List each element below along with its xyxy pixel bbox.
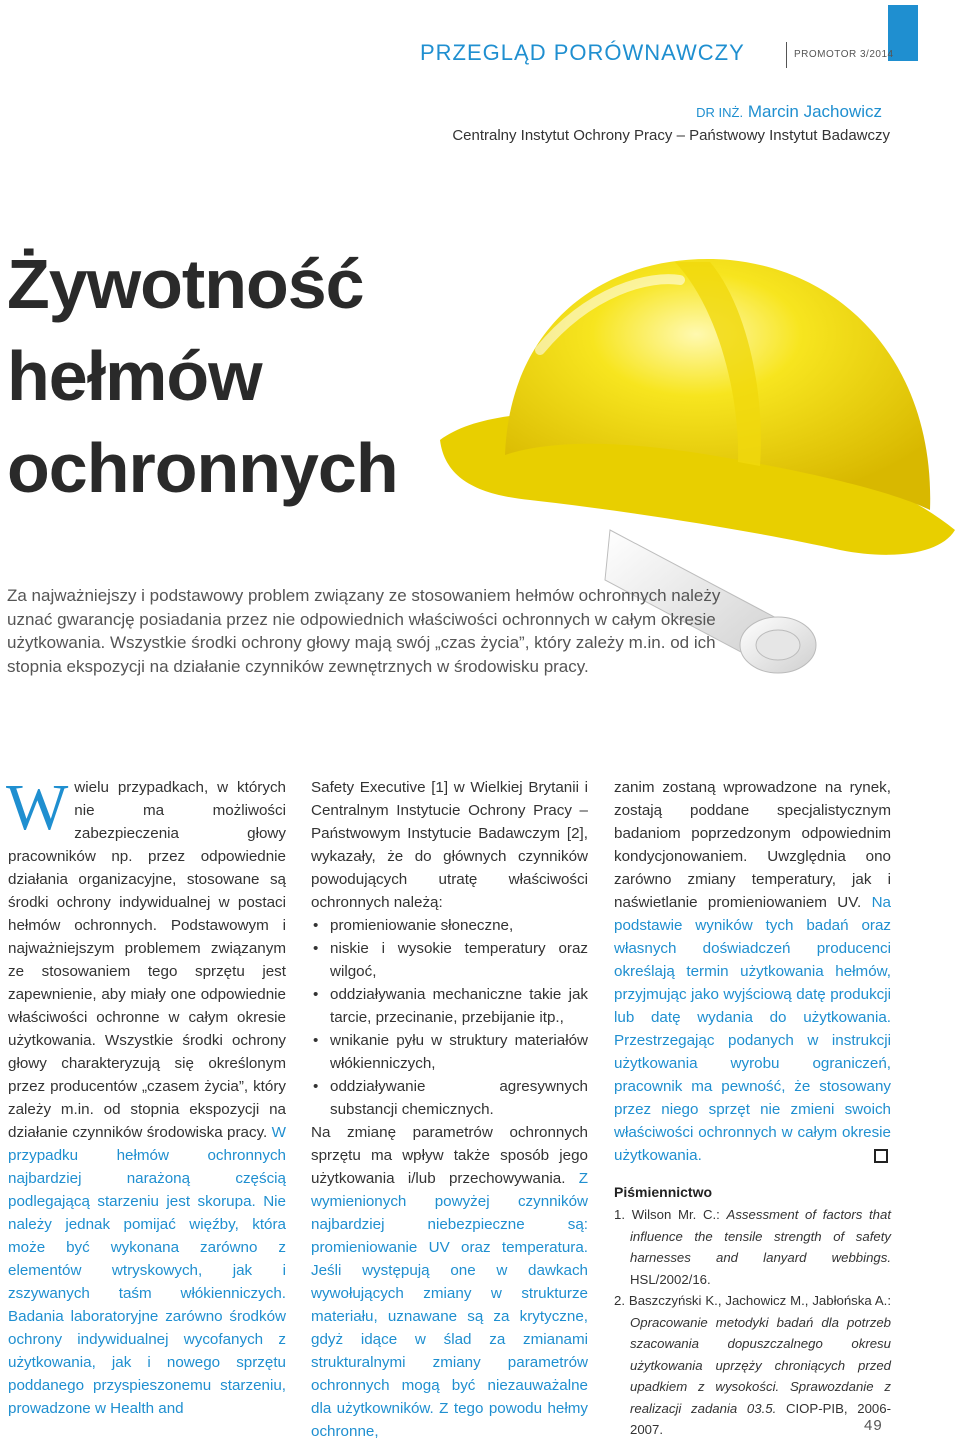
body-paragraph-highlight: W przypadku hełmów ochronnych najbardziej narażoną częścią podlegającą starzeniu jest skorupa. [8,1124,286,1210]
issue-label: PROMOTOR 3/2014 [794,49,894,60]
list-item: • oddziaływania mechaniczne takie jak tarcie, przecinanie, przebijanie itp., [311,983,588,1029]
article-title [7,238,398,514]
author-name: Marcin Jachowicz [747,102,882,121]
body-paragraph [311,1121,588,1443]
end-of-article-icon [874,1149,888,1163]
author-prefix: DR INŻ. [696,105,744,120]
list-item: • oddziaływanie agresywnych substancji chemicznych. [311,1075,588,1121]
header-divider [786,42,787,68]
body-paragraph-highlight: Badania laboratoryjne zarówno środków ochrony indywidualnej wycofanych z użytkowania, jak i nowego sprzętu poddanego przyspieszonemu starzeniu, prowadzone w Health and [8,1308,286,1417]
list-item: • promieniowanie słoneczne, [311,914,588,937]
title-line-3: ochronnych [7,429,398,507]
body-paragraph: Safety Executive [1] w Wielkiej Brytanii i Centralnym Instytucie Ochrony Pracy – Państwowym Instytucie Badawczym [2], wykazały, że do głównych czynników powodujących utratę właściwości ochronnych należą: [311,779,588,911]
author-affiliation: Centralny Instytut Ochrony Pracy – Państwowy Instytut Badawczy [452,127,890,144]
reference-item [614,1290,891,1441]
title-line-2: hełmów [7,337,262,415]
body-paragraph-text: Na zmianę parametrów ochronnych sprzętu ma wpływ także sposób jego użytkowania i/lub przechowywania. [311,1124,588,1187]
reference-title: Assessment of factors that influence the tensile strength of safety harnesses and lanyard webbings. [630,1207,892,1265]
body-paragraph-highlight: Z wymienionych powyżej czynników najbardziej niebezpieczne są: promieniowanie UV oraz temperatura. Jeśli występują one w dawkach wywołujących zmiany w strukturze materiału, uznawane są za krytyczne, gdyż idące w ślad za zmianami strukturalnymi zmiany parametrów ochronnych mogą być niezauważalne dla użytkowników. Z tego powodu hełmy ochronne, [311,1170,588,1440]
body-paragraph-highlight: Przestrzegając podanych w instrukcji użytkowania wyrobu ograniczeń, pracownik ma pewność, że stosowany przez niego sprzęt nie zmieni swoich właściwości ochronnych w całym okresie użytkowania. [614,1032,891,1164]
section-title: PRZEGLĄD PORÓWNAWCZY [420,40,745,65]
list-item: • wnikanie pyłu w struktury materiałów włókienniczych, [311,1029,588,1075]
body-column-3 [614,776,891,1441]
page-number: 49 [864,1417,883,1434]
references-heading: Piśmiennictwo [614,1184,713,1200]
body-paragraph-text: zanim zostaną wprowadzone na rynek, zostają poddane specjalistycznym badaniom poprzedzonym odpowiednim kondycjonowaniem. Uwzględnia ono zarówno zmiany temperatury, jak i naświetlanie promieniowaniem UV. [614,779,891,911]
reference-authors: Baszczyński K., Jachowicz M., Jabłońska A.: [628,1293,891,1308]
body-paragraph: wielu przypadkach, w których nie ma możliwości zabezpieczenia głowy pracowników np. przez odpowiednie działania organizacyjne, stosowane są środki ochrony indywidualnej w postaci hełmów ochronnych. [8,779,286,934]
body-column-1 [6,771,286,1420]
reference-number: 1. [614,1207,625,1222]
list-item: • niskie i wysokie temperatury oraz wilgoć, [311,937,588,983]
reference-number: 2. [614,1293,625,1308]
body-paragraph-highlight: Na podstawie wyników tych badań oraz własnych doświadczeń producenci określają termin użytkowania hełmów, przyjmując jako wyjściową datę produkcji lub datę wydania do użytkowania. [614,894,891,1026]
body-paragraph-highlight: Nie należy jednak pomijać więźby, która może być wykonana zarówno z elementów wtryskowych, jak i zszywanych taśm włókienniczych. [8,1193,286,1302]
drop-cap: W [6,771,69,844]
title-line-1: Żywotność [7,245,364,323]
reference-item [614,1204,891,1290]
body-paragraph: Podstawowym i najważniejszym problemem związanym ze stosowaniem tego sprzętu jest zapewnienie, aby miały one odpowiednie właściwości ochronne w całym okresie użytkowania. Wszystkie środki ochrony głowy charakteryzują się określonym przez producentów „czasem życia”, który zależy m.in. od stopnia ekspozycji na działanie czynników środowiska pracy. [8,917,286,1141]
factors-list [311,914,588,1121]
body-paragraph [614,776,891,1167]
body-column-2 [311,776,588,1443]
author-line [696,102,882,122]
reference-authors: Wilson Mr. C.: [631,1207,720,1222]
reference-tail: HSL/2002/16. [630,1271,711,1287]
reference-title: Opracowanie metodyki badań dla potrzeb szacowania dopuszczalnego okresu użytkowania uprzęży chroniących przed upadkiem z wysokości. Sprawozdanie z realizacji zadania 03.5. [630,1314,891,1416]
lead-paragraph: Za najważniejszy i podstawowy problem związany ze stosowaniem hełmów ochronnych należy uznać gwarancję posiadania przez nie odpowiednich właściwości ochronnych w całym okresie użytkowania. Wszystkie środki ochrony głowy mają swój „czas życia”, który zależy m.in. od ich stopnia ekspozycji na działanie czynników zewnętrznych w środowisku pracy. [7,586,721,676]
reference-tail: CIOP-PIB, 2006-2007. [630,1400,891,1437]
